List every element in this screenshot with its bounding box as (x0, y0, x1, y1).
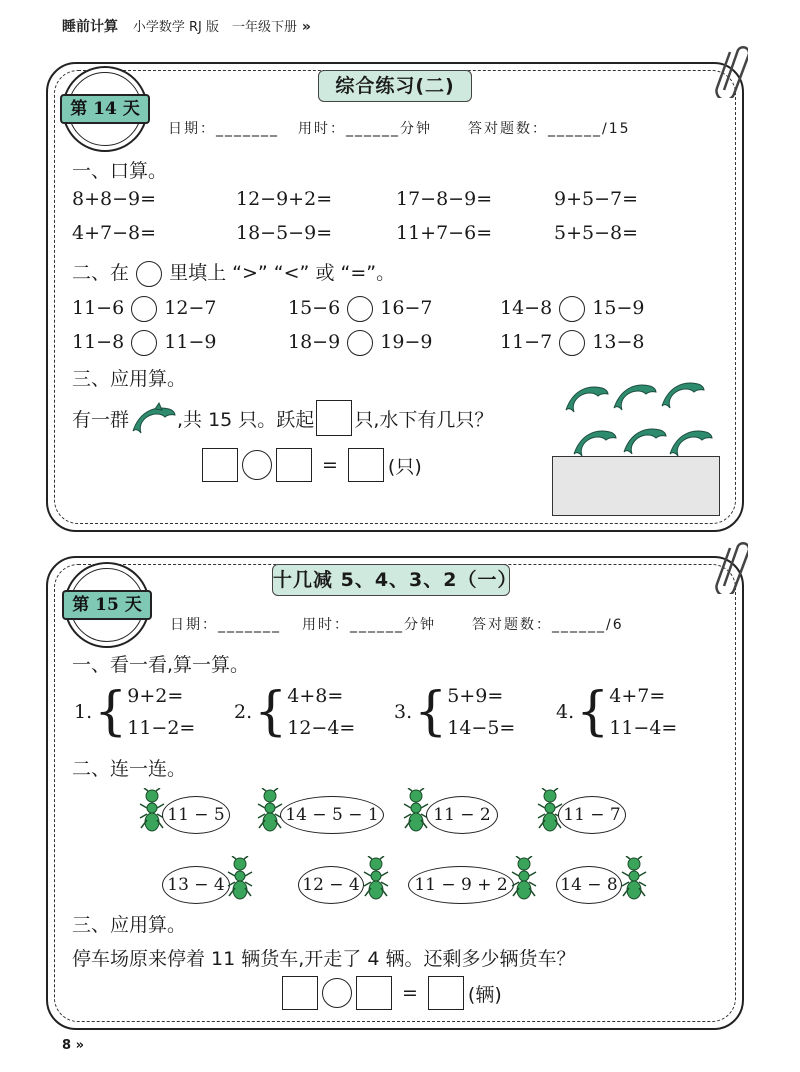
brace-icon: { (94, 682, 128, 742)
equation-box[interactable] (356, 976, 392, 1010)
day14-score: 答对题数：______/15 (468, 121, 631, 137)
day15-badge-label: 第 15 天 (62, 590, 152, 620)
dolphins-illustration (562, 376, 720, 460)
ant-expression-top[interactable]: 11 − 7 (558, 796, 626, 834)
ant-expression-top[interactable]: 11 − 5 (162, 796, 230, 834)
day15-score: 答对题数：______/6 (472, 617, 624, 633)
day15-equation: = (辆) (282, 976, 502, 1010)
compare-item: 11−7 13−8 (500, 330, 644, 356)
result-box[interactable] (348, 448, 384, 482)
answer-circle[interactable] (559, 330, 585, 356)
day15-date: 日期：_______ (170, 617, 281, 633)
compare-item: 18−9 19−9 (288, 330, 432, 356)
result-box[interactable] (428, 976, 464, 1010)
day14-equation: = (只) (202, 448, 422, 482)
day14-time: 用时：______分钟 (298, 121, 432, 137)
ant-icon (620, 856, 648, 902)
mental-item: 5+5−8= (554, 222, 639, 244)
answer-circle[interactable] (347, 330, 373, 356)
page-number: 8 (62, 1038, 72, 1053)
header-arrow: » (301, 19, 311, 35)
day14-section1-heading: 一、口算。 (72, 160, 168, 182)
ant-expression-top[interactable]: 14 − 5 − 1 (280, 796, 384, 834)
jumped-count-box[interactable] (316, 400, 352, 436)
mental-item: 8+8−9= (72, 188, 157, 210)
mental-item: 18−5−9= (236, 222, 333, 244)
pair-group: 3. { 5+9= 14−5= (394, 682, 516, 742)
day15-time: 用时：______分钟 (302, 617, 436, 633)
operator-circle[interactable] (322, 978, 352, 1008)
ant-icon (510, 856, 538, 902)
day15-section2-heading: 二、连一连。 (72, 758, 187, 780)
page-header (62, 16, 311, 36)
day15-section1-heading: 一、看一看,算一算。 (72, 654, 250, 676)
paperclip-icon (712, 534, 748, 594)
mental-item: 9+5−7= (554, 188, 639, 210)
water-area (552, 456, 720, 516)
day14-section2-heading (72, 258, 395, 287)
ant-icon (362, 856, 390, 902)
brace-icon: { (254, 682, 288, 742)
page-footer (62, 1038, 84, 1053)
ant-expression-bottom[interactable]: 11 − 9 + 2 (408, 866, 514, 904)
mental-item: 4+7−8= (72, 222, 157, 244)
equation-box[interactable] (282, 976, 318, 1010)
pair-group: 2. { 4+8= 12−4= (234, 682, 356, 742)
answer-circle[interactable] (131, 296, 157, 322)
dolphin-icon (129, 401, 177, 435)
ant-expression-top[interactable]: 11 − 2 (426, 796, 498, 834)
answer-circle[interactable] (131, 330, 157, 356)
footer-arrow: » (75, 1038, 84, 1053)
brace-icon: { (414, 682, 448, 742)
compare-item: 11−6 12−7 (72, 296, 216, 322)
day14-badge (62, 66, 148, 152)
day14-badge-label: 第 14 天 (60, 94, 150, 124)
day14-section3-heading: 三、应用算。 (72, 368, 187, 390)
compare-circle-sample (136, 261, 162, 287)
day14-word-problem: 有一群 ,共 15 只。跃起 只,水下有几只？ (72, 400, 493, 436)
answer-circle[interactable] (347, 296, 373, 322)
compare-item: 14−8 15−9 (500, 296, 644, 322)
equation-box[interactable] (202, 448, 238, 482)
compare-item: 11−8 11−9 (72, 330, 216, 356)
operator-circle[interactable] (242, 450, 272, 480)
ant-expression-bottom[interactable]: 12 − 4 (298, 866, 364, 904)
ant-expression-bottom[interactable]: 14 − 8 (556, 866, 622, 904)
ant-expression-bottom[interactable]: 13 − 4 (162, 866, 230, 904)
day15-badge (64, 562, 150, 648)
brace-icon: { (576, 682, 610, 742)
mental-item: 12−9+2= (236, 188, 333, 210)
day14-title: 综合练习(二) (318, 70, 472, 102)
mental-item: 17−8−9= (396, 188, 493, 210)
section2-text-b: 里填上 “>” “<” 或 “=”。 (169, 262, 396, 284)
day14-date: 日期：_______ (168, 121, 279, 137)
day15-section3-heading: 三、应用算。 (72, 914, 187, 936)
pair-group: 4. { 4+7= 11−4= (556, 682, 678, 742)
day15-title: 十几减 5、4、3、2（一） (272, 564, 510, 596)
book-info: 小学数学 RJ 版 一年级下册 (132, 20, 298, 35)
equation-box[interactable] (276, 448, 312, 482)
section2-text-a: 二、在 (72, 262, 130, 284)
paperclip-icon (712, 38, 748, 98)
pair-group: 1. { 9+2= 11−2= (74, 682, 196, 742)
ant-icon (226, 856, 254, 902)
series-title: 睡前计算 (62, 19, 118, 35)
mental-item: 11+7−6= (396, 222, 493, 244)
compare-item: 15−6 16−7 (288, 296, 432, 322)
day15-word-problem: 停车场原来停着 11 辆货车,开走了 4 辆。还剩多少辆货车？ (72, 948, 576, 970)
answer-circle[interactable] (559, 296, 585, 322)
